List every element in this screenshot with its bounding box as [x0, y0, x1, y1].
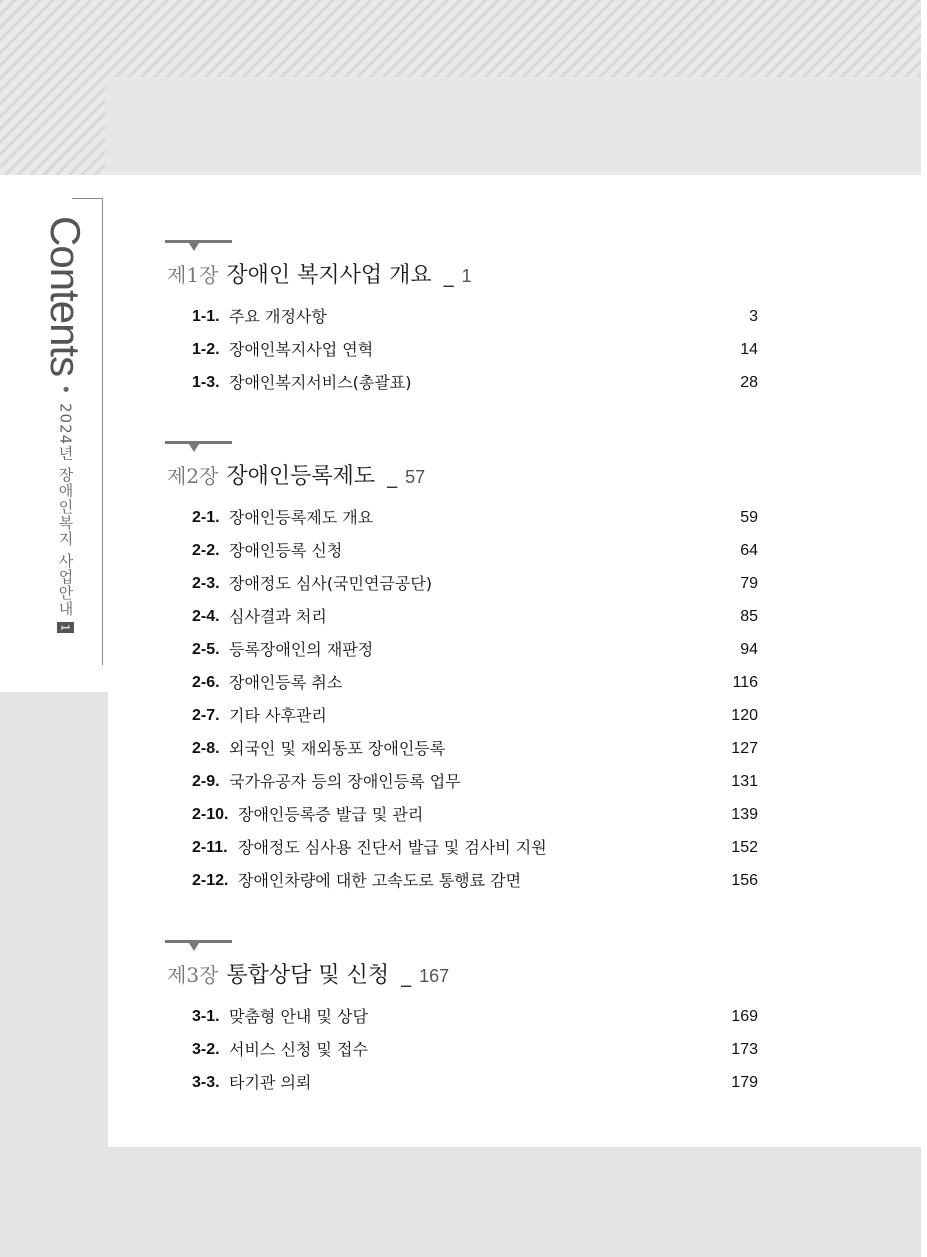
- item-label: 장애정도 심사용 진단서 발급 및 검사비 지원: [238, 838, 547, 857]
- chapter-marker: [165, 240, 232, 252]
- item-label: 장애인등록 취소: [229, 673, 343, 692]
- chapter-page: 57: [405, 467, 426, 487]
- item-label: 장애인등록제도 개요: [229, 508, 374, 527]
- item-label: 장애인복지서비스(총괄표): [229, 373, 412, 392]
- item-label: 국가유공자 등의 장애인등록 업무: [229, 772, 461, 791]
- chapter-marker: [165, 940, 232, 952]
- chapter-number: 제1장: [167, 263, 219, 287]
- item-label: 맞춤형 안내 및 상담: [229, 1007, 368, 1026]
- chapter-title: 통합상담 및 신청: [226, 963, 390, 988]
- item-number: 2-11.: [192, 839, 228, 856]
- toc-item[interactable]: [165, 864, 758, 897]
- item-number: 2-4.: [192, 608, 220, 625]
- item-page: 79: [740, 575, 758, 592]
- item-page: 28: [740, 374, 758, 391]
- item-label: 장애인차량에 대한 고속도로 통행료 감면: [238, 871, 522, 890]
- item-label: 장애인등록증 발급 및 관리: [238, 805, 424, 824]
- chapter-page: 1: [461, 266, 472, 286]
- item-page: 94: [740, 641, 758, 658]
- toc-list: [165, 501, 785, 897]
- bullet-dot: •: [54, 384, 76, 395]
- toc-list: [165, 1000, 785, 1099]
- item-number: 1-1.: [192, 308, 220, 325]
- chapter-3: [165, 940, 785, 1099]
- toc-item[interactable]: [165, 567, 758, 600]
- triangle-down-icon: [189, 943, 199, 951]
- chapter-2: [165, 441, 785, 897]
- toc-item[interactable]: [165, 831, 758, 864]
- contents-heading: Contents: [42, 216, 89, 377]
- toc-item[interactable]: [165, 1000, 758, 1033]
- toc-item[interactable]: [165, 366, 758, 399]
- item-number: 3-2.: [192, 1041, 220, 1058]
- item-number: 2-2.: [192, 542, 220, 559]
- item-page: 169: [731, 1008, 758, 1025]
- item-page: 64: [740, 542, 758, 559]
- toc-item[interactable]: [165, 765, 758, 798]
- item-label: 장애인등록 신청: [229, 541, 343, 560]
- item-number: 1-3.: [192, 374, 220, 391]
- toc-item[interactable]: [165, 666, 758, 699]
- chapter-1: [165, 240, 785, 399]
- item-label: 타기관 의뢰: [229, 1073, 312, 1092]
- toc-item[interactable]: [165, 1066, 758, 1099]
- item-page: 156: [731, 872, 758, 889]
- item-number: 2-8.: [192, 740, 220, 757]
- item-label: 심사결과 처리: [229, 607, 327, 626]
- toc-item[interactable]: [165, 501, 758, 534]
- chapter-page: 167: [419, 966, 450, 986]
- item-label: 기타 사후관리: [229, 706, 327, 725]
- triangle-down-icon: [189, 243, 199, 251]
- item-page: 85: [740, 608, 758, 625]
- item-number: 2-1.: [192, 509, 220, 526]
- item-label: 등록장애인의 재판정: [229, 640, 374, 659]
- chapter-title: 장애인 복지사업 개요: [226, 263, 432, 288]
- chapter-number: 제2장: [167, 464, 219, 488]
- item-page: 116: [732, 674, 758, 691]
- sidebar-bottom-block: [0, 692, 108, 1257]
- chapter-separator: _: [443, 263, 454, 287]
- item-label: 주요 개정사항: [229, 307, 327, 326]
- chapter-number: 제3장: [167, 963, 219, 987]
- chapter-marker: [165, 441, 232, 453]
- item-page: 3: [749, 308, 758, 325]
- triangle-down-icon: [189, 444, 199, 452]
- document-subtitle: 2024년 장애인복지 사업안내: [56, 402, 75, 617]
- toc-item[interactable]: [165, 699, 758, 732]
- toc-item[interactable]: [165, 300, 758, 333]
- toc-item[interactable]: [165, 534, 758, 567]
- chapter-title-row[interactable]: [165, 958, 785, 992]
- volume-badge: 1: [58, 624, 72, 632]
- item-number: 3-3.: [192, 1074, 220, 1091]
- item-number: 3-1.: [192, 1008, 220, 1025]
- toc-item[interactable]: [165, 1033, 758, 1066]
- chapter-title: 장애인등록제도: [226, 464, 376, 489]
- header-gray-block: [105, 77, 921, 175]
- item-page: 139: [731, 806, 758, 823]
- item-page: 120: [731, 707, 758, 724]
- item-page: 152: [731, 839, 758, 856]
- item-number: 2-12.: [192, 872, 229, 889]
- item-label: 장애정도 심사(국민연금공단): [229, 574, 433, 593]
- chapter-title-row[interactable]: [165, 459, 785, 493]
- item-number: 2-5.: [192, 641, 220, 658]
- item-number: 2-7.: [192, 707, 220, 724]
- item-page: 131: [731, 773, 758, 790]
- item-number: 2-3.: [192, 575, 220, 592]
- item-label: 서비스 신청 및 접수: [229, 1040, 368, 1059]
- item-page: 14: [740, 341, 758, 358]
- item-label: 장애인복지사업 연혁: [229, 340, 374, 359]
- item-page: 179: [731, 1074, 758, 1091]
- chapter-separator: _: [387, 464, 398, 488]
- item-page: 173: [731, 1041, 758, 1058]
- item-number: 2-10.: [192, 806, 229, 823]
- item-label: 외국인 및 재외동포 장애인등록: [229, 739, 446, 758]
- toc-list: [165, 300, 785, 399]
- toc-item[interactable]: [165, 732, 758, 765]
- item-number: 2-9.: [192, 773, 220, 790]
- toc-item[interactable]: [165, 798, 758, 831]
- sidebar-divider: [102, 198, 103, 665]
- right-edge-strip: [921, 0, 927, 1257]
- item-page: 127: [731, 740, 758, 757]
- toc-item[interactable]: [165, 600, 758, 633]
- sidebar-divider-tick: [72, 198, 103, 199]
- item-number: 1-2.: [192, 341, 220, 358]
- item-number: 2-6.: [192, 674, 220, 691]
- item-page: 59: [740, 509, 758, 526]
- footer-gray-band: [108, 1147, 921, 1257]
- vertical-title: [42, 216, 89, 633]
- toc-item[interactable]: [165, 333, 758, 366]
- chapter-separator: _: [401, 963, 412, 987]
- toc-item[interactable]: [165, 633, 758, 666]
- chapter-title-row[interactable]: [165, 258, 785, 292]
